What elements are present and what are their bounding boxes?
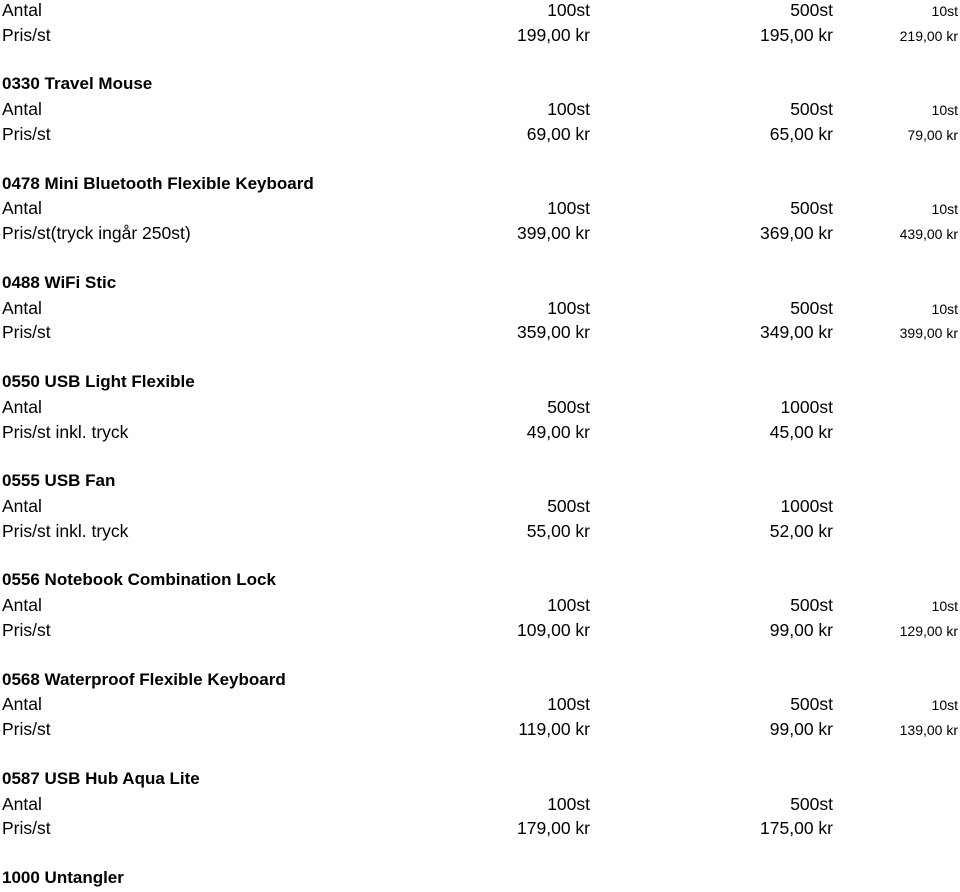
row-label: Antal	[2, 496, 42, 516]
qty-tier-small-cell: 10st	[931, 697, 958, 714]
product-title: 0330 Travel Mouse	[2, 74, 153, 94]
qty-tier-1-cell: 399,00 kr	[517, 223, 590, 244]
price-row	[0, 521, 960, 545]
row-label: Antal	[2, 198, 42, 219]
price-row	[0, 794, 960, 818]
product-title: 0478 Mini Bluetooth Flexible Keyboard	[2, 173, 314, 193]
product-title-row	[0, 372, 960, 396]
product-title-row	[0, 570, 960, 594]
row-label: Antal	[2, 694, 42, 715]
qty-tier-1-cell: 179,00 kr	[517, 818, 590, 839]
price-row	[0, 298, 960, 322]
product-title: 1000 Untangler	[2, 868, 124, 887]
qty-tier-small-cell: 399,00 kr	[899, 325, 958, 342]
product-title-row	[0, 868, 960, 892]
qty-tier-2-cell: 1000st	[780, 496, 833, 516]
qty-tier-1-cell: 500st	[547, 396, 590, 417]
qty-tier-1-cell: 69,00 kr	[526, 124, 590, 144]
price-row	[0, 818, 960, 842]
row-label: Antal	[2, 396, 42, 417]
qty-tier-1-cell: 100st	[547, 0, 590, 20]
qty-tier-small-cell: 79,00 kr	[907, 127, 958, 143]
qty-tier-2-cell: 500st	[790, 595, 833, 616]
qty-tier-2-cell: 195,00 kr	[760, 24, 833, 45]
product-title: 0488 WiFi Stic	[2, 272, 117, 292]
qty-tier-2-cell: 500st	[790, 198, 833, 219]
qty-tier-2-cell: 369,00 kr	[760, 223, 833, 244]
qty-tier-small-cell: 439,00 kr	[899, 226, 958, 243]
qty-tier-1-cell: 100st	[547, 793, 590, 814]
qty-tier-1-cell: 109,00 kr	[517, 620, 590, 640]
qty-tier-1-cell: 100st	[547, 297, 590, 318]
price-row	[0, 496, 960, 520]
qty-tier-1-cell: 199,00 kr	[517, 24, 590, 45]
price-row	[0, 694, 960, 718]
qty-tier-small-cell: 10st	[931, 102, 958, 119]
row-label: Pris/st(tryck ingår 250st)	[2, 223, 191, 244]
price-row	[0, 620, 960, 644]
row-label: Pris/st	[2, 719, 51, 740]
qty-tier-2-cell: 1000st	[780, 396, 833, 417]
row-label: Antal	[2, 99, 42, 120]
qty-tier-small-cell: 139,00 kr	[899, 722, 958, 739]
product-title: 0568 Waterproof Flexible Keyboard	[2, 669, 286, 689]
price-row	[0, 0, 960, 24]
qty-tier-small-cell: 10st	[931, 598, 958, 615]
product-title-row	[0, 471, 960, 495]
product-title-row	[0, 273, 960, 297]
qty-tier-2-cell: 99,00 kr	[769, 719, 833, 740]
row-label: Pris/st inkl. tryck	[2, 421, 129, 442]
qty-tier-2-cell: 52,00 kr	[769, 520, 833, 541]
product-title-row	[0, 670, 960, 694]
qty-tier-1-cell: 49,00 kr	[526, 421, 590, 442]
price-row	[0, 25, 960, 49]
qty-tier-2-cell: 500st	[790, 297, 833, 318]
qty-tier-1-cell: 359,00 kr	[517, 322, 590, 343]
qty-tier-2-cell: 500st	[790, 0, 833, 20]
qty-tier-2-cell: 500st	[790, 793, 833, 814]
product-title-row	[0, 769, 960, 793]
price-row	[0, 124, 960, 148]
price-row	[0, 397, 960, 421]
qty-tier-1-cell: 100st	[547, 694, 590, 715]
price-row	[0, 322, 960, 346]
row-label: Antal	[2, 0, 42, 20]
qty-tier-2-cell: 500st	[790, 99, 833, 120]
price-row	[0, 719, 960, 743]
product-title: 0556 Notebook Combination Lock	[2, 570, 276, 590]
price-row	[0, 422, 960, 446]
row-label: Pris/st	[2, 124, 51, 144]
row-label: Antal	[2, 793, 42, 814]
price-row	[0, 198, 960, 222]
qty-tier-2-cell: 99,00 kr	[769, 620, 833, 640]
row-label: Antal	[2, 595, 42, 616]
price-row	[0, 595, 960, 619]
row-label: Antal	[2, 297, 42, 318]
qty-tier-small-cell: 10st	[931, 300, 958, 317]
row-label: Pris/st	[2, 620, 51, 640]
qty-tier-1-cell: 100st	[547, 595, 590, 616]
qty-tier-2-cell: 175,00 kr	[760, 818, 833, 839]
qty-tier-1-cell: 119,00 kr	[518, 719, 590, 740]
qty-tier-small-cell: 219,00 kr	[899, 27, 958, 44]
product-title: 0587 USB Hub Aqua Lite	[2, 768, 200, 788]
row-label: Pris/st	[2, 818, 51, 839]
row-label: Pris/st inkl. tryck	[2, 520, 129, 541]
qty-tier-2-cell: 45,00 kr	[769, 421, 833, 442]
qty-tier-1-cell: 100st	[547, 198, 590, 219]
qty-tier-small-cell: 10st	[931, 3, 958, 19]
qty-tier-small-cell: 10st	[931, 201, 958, 218]
qty-tier-small-cell: 129,00 kr	[899, 623, 958, 639]
price-row	[0, 223, 960, 247]
product-title-row	[0, 174, 960, 198]
product-title: 0555 USB Fan	[2, 471, 116, 491]
product-title: 0550 USB Light Flexible	[2, 372, 195, 391]
qty-tier-2-cell: 349,00 kr	[760, 322, 833, 343]
qty-tier-1-cell: 100st	[547, 99, 590, 120]
product-title-row	[0, 74, 960, 98]
price-row	[0, 99, 960, 123]
qty-tier-2-cell: 500st	[790, 694, 833, 715]
qty-tier-1-cell: 500st	[547, 496, 590, 516]
qty-tier-2-cell: 65,00 kr	[769, 124, 833, 144]
row-label: Pris/st	[2, 24, 51, 45]
row-label: Pris/st	[2, 322, 51, 343]
qty-tier-1-cell: 55,00 kr	[526, 520, 590, 541]
